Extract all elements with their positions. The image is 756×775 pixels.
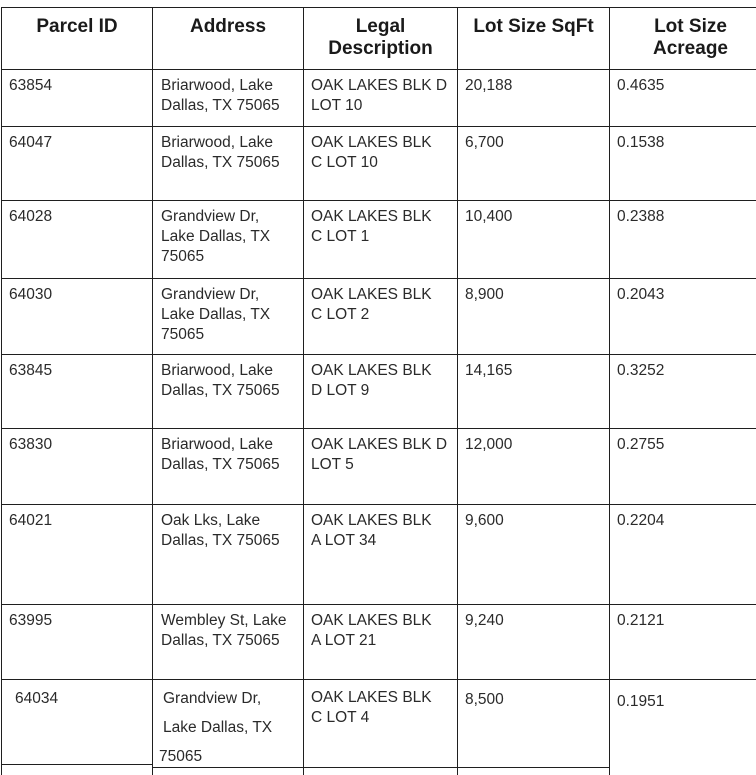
address-cell: Wembley St, Lake Dallas, TX 75065: [153, 605, 304, 680]
lot-size-acreage-cell: 0.2121: [610, 605, 756, 680]
lot-size-acreage-cell: 0.1951: [610, 680, 756, 775]
lot-size-sqft-cell: 8,900: [458, 279, 610, 355]
lot-size-sqft-cell: 12,000: [458, 429, 610, 505]
address-cell: Briarwood, Lake Dallas, TX 75065: [153, 127, 304, 201]
legal-description-cell: OAK LAKES BLK C LOT 4: [304, 680, 458, 775]
lot-size-sqft-cell: 9,240: [458, 605, 610, 680]
address-cell: Briarwood, Lake Dallas, TX 75065: [153, 355, 304, 429]
lot-size-sqft-cell: 20,188: [458, 70, 610, 127]
lot-size-sqft-cell: 14,165: [458, 355, 610, 429]
address-cell: Grandview Dr, Lake Dallas, TX 75065: [153, 201, 304, 279]
table-bottom-border: [152, 767, 610, 768]
table-bottom-border-left: [1, 764, 152, 765]
header-lot-size-acreage: Lot Size Acreage: [610, 8, 756, 70]
lot-size-acreage-cell: 0.1538: [610, 127, 756, 201]
lot-size-acreage-cell: 0.2388: [610, 201, 756, 279]
address-cell: Briarwood, Lake Dallas, TX 75065: [153, 429, 304, 505]
table-row: [2, 201, 756, 279]
table-row: [2, 279, 756, 355]
table-row: [2, 680, 756, 775]
parcel-id-cell: 64030: [2, 279, 153, 355]
table-row: [2, 127, 756, 201]
legal-description-cell: OAK LAKES BLK C LOT 2: [304, 279, 458, 355]
table-row: [2, 605, 756, 680]
parcel-id-cell: 63995: [2, 605, 153, 680]
legal-description-cell: OAK LAKES BLK A LOT 34: [304, 505, 458, 605]
legal-description-cell: OAK LAKES BLK C LOT 10: [304, 127, 458, 201]
table-row: [2, 505, 756, 605]
table-header-row: [2, 8, 756, 70]
lot-size-sqft-cell: 10,400: [458, 201, 610, 279]
legal-description-cell: OAK LAKES BLK A LOT 21: [304, 605, 458, 680]
lot-size-acreage-cell: 0.2043: [610, 279, 756, 355]
header-parcel-id: Parcel ID: [2, 8, 153, 70]
header-address: Address: [153, 8, 304, 70]
parcel-id-cell: 63854: [2, 70, 153, 127]
lot-size-sqft-cell: 8,500: [458, 680, 610, 775]
parcel-id-cell: 64021: [2, 505, 153, 605]
header-legal-description: Legal Description: [304, 8, 458, 70]
legal-description-cell: OAK LAKES BLK D LOT 9: [304, 355, 458, 429]
header-lot-size-sqft: Lot Size SqFt: [458, 8, 610, 70]
address-cell: Grandview Dr, Lake Dallas, TX 75065: [153, 279, 304, 355]
lot-size-acreage-cell: 0.2755: [610, 429, 756, 505]
address-cell: Oak Lks, Lake Dallas, TX 75065: [153, 505, 304, 605]
address-cell: Grandview Dr, Lake Dallas, TX 75065: [153, 680, 304, 775]
legal-description-cell: OAK LAKES BLK D LOT 10: [304, 70, 458, 127]
lot-size-sqft-cell: 6,700: [458, 127, 610, 201]
legal-description-cell: OAK LAKES BLK C LOT 1: [304, 201, 458, 279]
lot-size-acreage-cell: 0.4635: [610, 70, 756, 127]
lot-size-acreage-cell: 0.3252: [610, 355, 756, 429]
address-cell: Briarwood, Lake Dallas, TX 75065: [153, 70, 304, 127]
parcel-id-cell: 63830: [2, 429, 153, 505]
lot-size-sqft-cell: 9,600: [458, 505, 610, 605]
table-row: [2, 70, 756, 127]
parcel-id-cell: 64047: [2, 127, 153, 201]
parcel-id-cell: 63845: [2, 355, 153, 429]
parcel-id-cell: 64028: [2, 201, 153, 279]
lot-size-acreage-cell: 0.2204: [610, 505, 756, 605]
parcel-table: [1, 7, 756, 775]
legal-description-cell: OAK LAKES BLK D LOT 5: [304, 429, 458, 505]
table-row: [2, 429, 756, 505]
table-row: [2, 355, 756, 429]
parcel-id-cell: 64034: [2, 680, 153, 775]
